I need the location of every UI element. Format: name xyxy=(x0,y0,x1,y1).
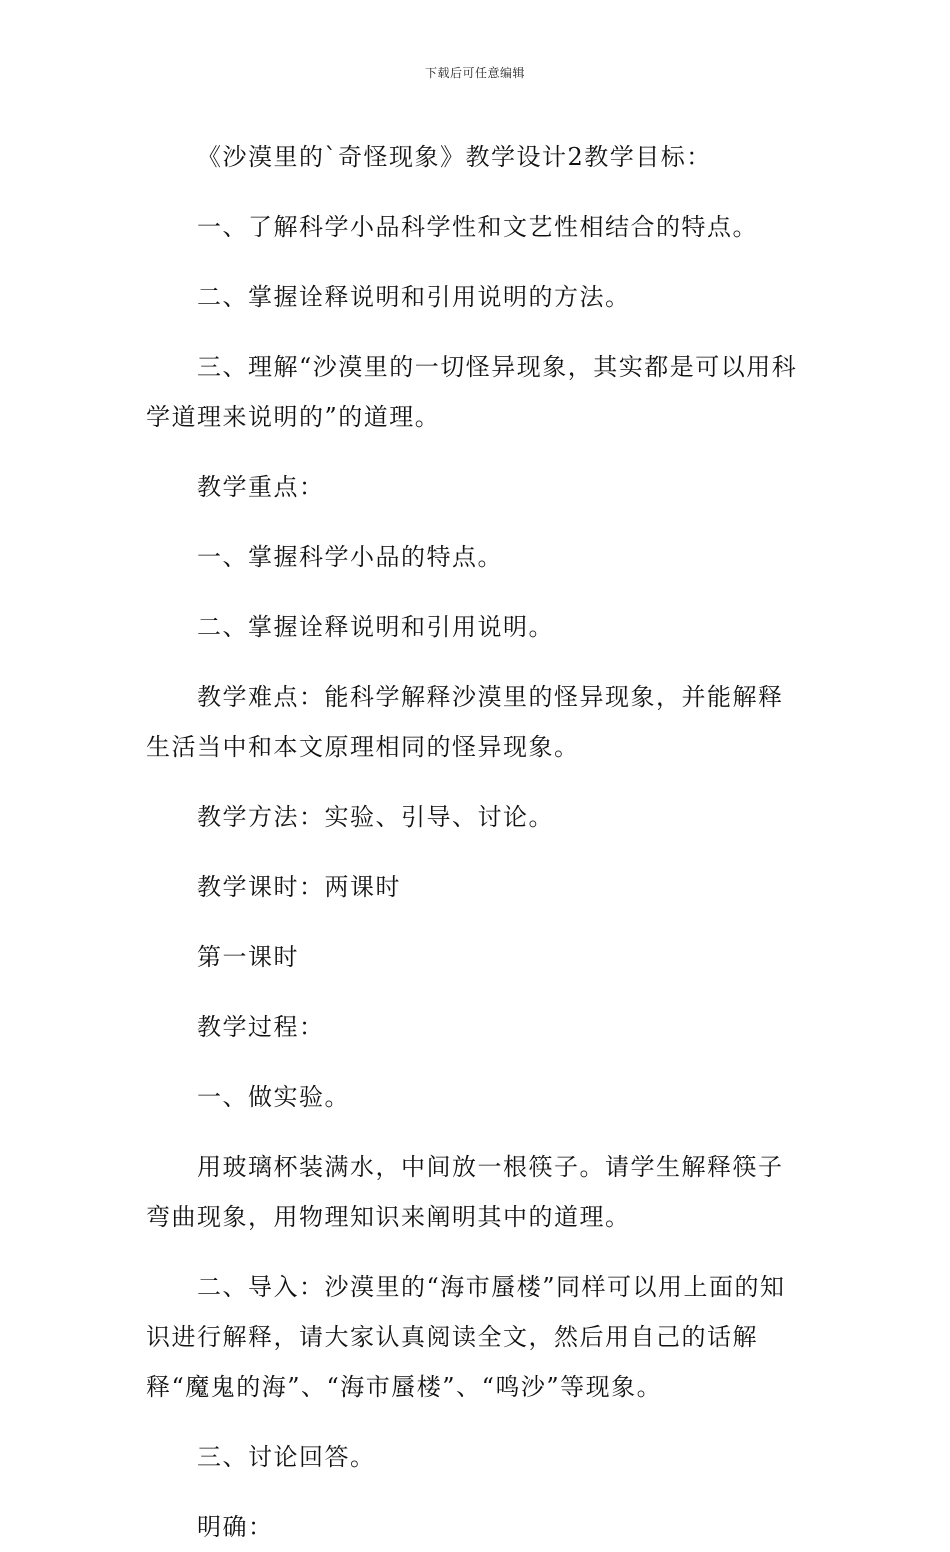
section-heading: 第一课时 xyxy=(197,943,299,971)
section-heading: 教学重点： xyxy=(197,473,325,501)
paragraph: 教学方法：实验、引导、讨论。 xyxy=(197,803,554,831)
paragraph: 用玻璃杯装满水，中间放一根筷子。请学生解释筷子弯曲现象，用物理知识来阐明其中的道理。 xyxy=(146,1153,784,1231)
paragraph: 二、掌握诠释说明和引用说明。 xyxy=(197,613,554,641)
paragraph: 明确： xyxy=(197,1513,274,1541)
page-header: 下载后可任意编辑 xyxy=(424,66,525,80)
paragraph: 一、掌握科学小品的特点。 xyxy=(197,543,503,571)
paragraph: 三、讨论回答。 xyxy=(197,1443,376,1471)
paragraph: 一、做实验。 xyxy=(197,1083,350,1111)
paragraph: 一、了解科学小品科学性和文艺性相结合的特点。 xyxy=(197,213,758,241)
paragraph: 三、理解“沙漠里的一切怪异现象，其实都是可以用科学道理来说明的”的道理。 xyxy=(146,353,798,431)
paragraph: 教学课时：两课时 xyxy=(197,873,401,901)
paragraph: 教学难点：能科学解释沙漠里的怪异现象，并能解释生活当中和本文原理相同的怪异现象。 xyxy=(146,683,784,761)
paragraph: 二、掌握诠释说明和引用说明的方法。 xyxy=(197,283,631,311)
document-title: 《沙漠里的`奇怪现象》教学设计2教学目标： xyxy=(197,143,712,171)
paragraph: 二、导入：沙漠里的“海市蜃楼”同样可以用上面的知识进行解释，请大家认真阅读全文，然后用自己的话解释“魔鬼的海”、“海市蜃楼”、“鸣沙”等现象。 xyxy=(146,1273,786,1401)
document-body xyxy=(146,132,808,1552)
section-heading: 教学过程： xyxy=(197,1013,325,1041)
